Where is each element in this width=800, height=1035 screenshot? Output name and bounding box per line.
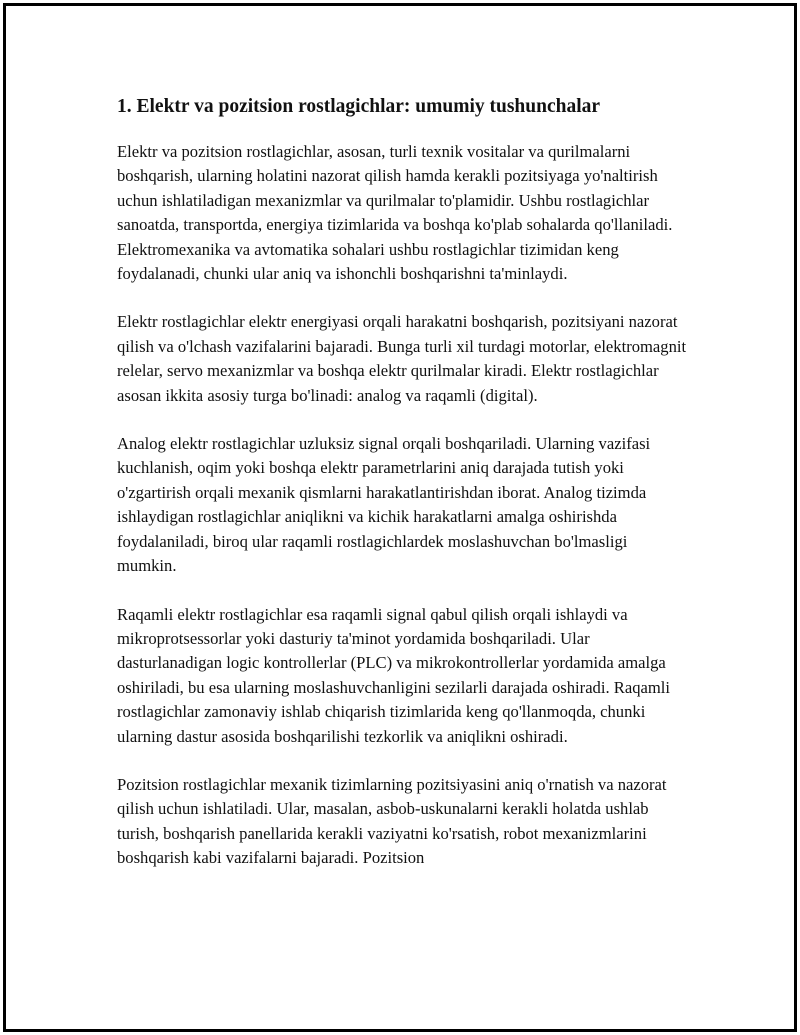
paragraph-2: Elektr rostlagichlar elektr energiyasi orqali harakatni boshqarish, pozitsiyani nazorat qilish va o'lchash vazifalarini bajaradi. Bunga turli xil turdagi motorlar, elektromagnit relelar, servo mexanizmlar va boshqa elektr qurilmalar kiradi. Elektr rostlagichlar asosan ikkita asosiy turga bo'linadi: analog va raqamli (digital). [117, 312, 687, 405]
paragraph-5: Pozitsion rostlagichlar mexanik tizimlarning pozitsiyasini aniq o'rnatish va nazorat qilish uchun ishlatiladi. Ular, masalan, asbob-uskunalarni kerakli holatda ushlab turish, boshqarish panellarida kerakli vaziyatni ko'rsatish, robot mexanizmlarini boshqarish kabi vazifalarni bajaradi. Pozitsion [117, 774, 667, 868]
paragraph-3: Analog elektr rostlagichlar uzluksiz signal orqali boshqariladi. Ularning vazifasi kuchlanish, oqim yoki boshqa elektr parametrlarini aniq darajada tutish yoki o'zgartirish orqali mexanik qismlarni harakatlantirishdan iborat. Analog tizimda ishlaydigan rostlagichlar aniqlikni va kichik harakatlarni amalga oshirishda foydalaniladi, biroq ular raqamli rostlagichlardek moslashuvchan bo'lmasligi mumkin. [117, 434, 651, 576]
section-heading: 1. Elektr va pozitsion rostlagichlar: umumiy tushunchalar [117, 96, 601, 117]
paragraph-4: Raqamli elektr rostlagichlar esa raqamli signal qabul qilish orqali ishlaydi va mikroprotsessorlar yoki dasturiy ta'minot yordamida boshqariladi. Ular dasturlanadigan logic kontrollerlar (PLC) va mikrokontrollerlar yordamida amalga oshiriladi, bu esa ularning moslashuvchanligini sezilarli darajada oshiradi. Raqamli rostlagichlar zamonaviy ishlab chiqarish tizimlarida keng qo'llanmoqda, chunki ularning dastur asosida boshqarilishi tezkorlik va aniqlikni oshiradi. [117, 604, 670, 746]
paragraph-1: Elektr va pozitsion rostlagichlar, asosan, turli texnik vositalar va qurilmalarni boshqarish, ularning holatini nazorat qilish hamda kerakli pozitsiyaga yo'naltirish uchun ishlatiladigan mexanizmlar va qurilmalar to'plamidir. Ushbu rostlagichlar sanoatda, transportda, energiya tizimlarida va boshqa ko'plab sohalarda qo'llaniladi. Elektromexanika va avtomatika sohalari ushbu rostlagichlar tizimidan keng foydalanadi, chunki ular aniq va ishonchli boshqarishni ta'minlaydi. [117, 142, 673, 284]
document-body [117, 92, 687, 895]
